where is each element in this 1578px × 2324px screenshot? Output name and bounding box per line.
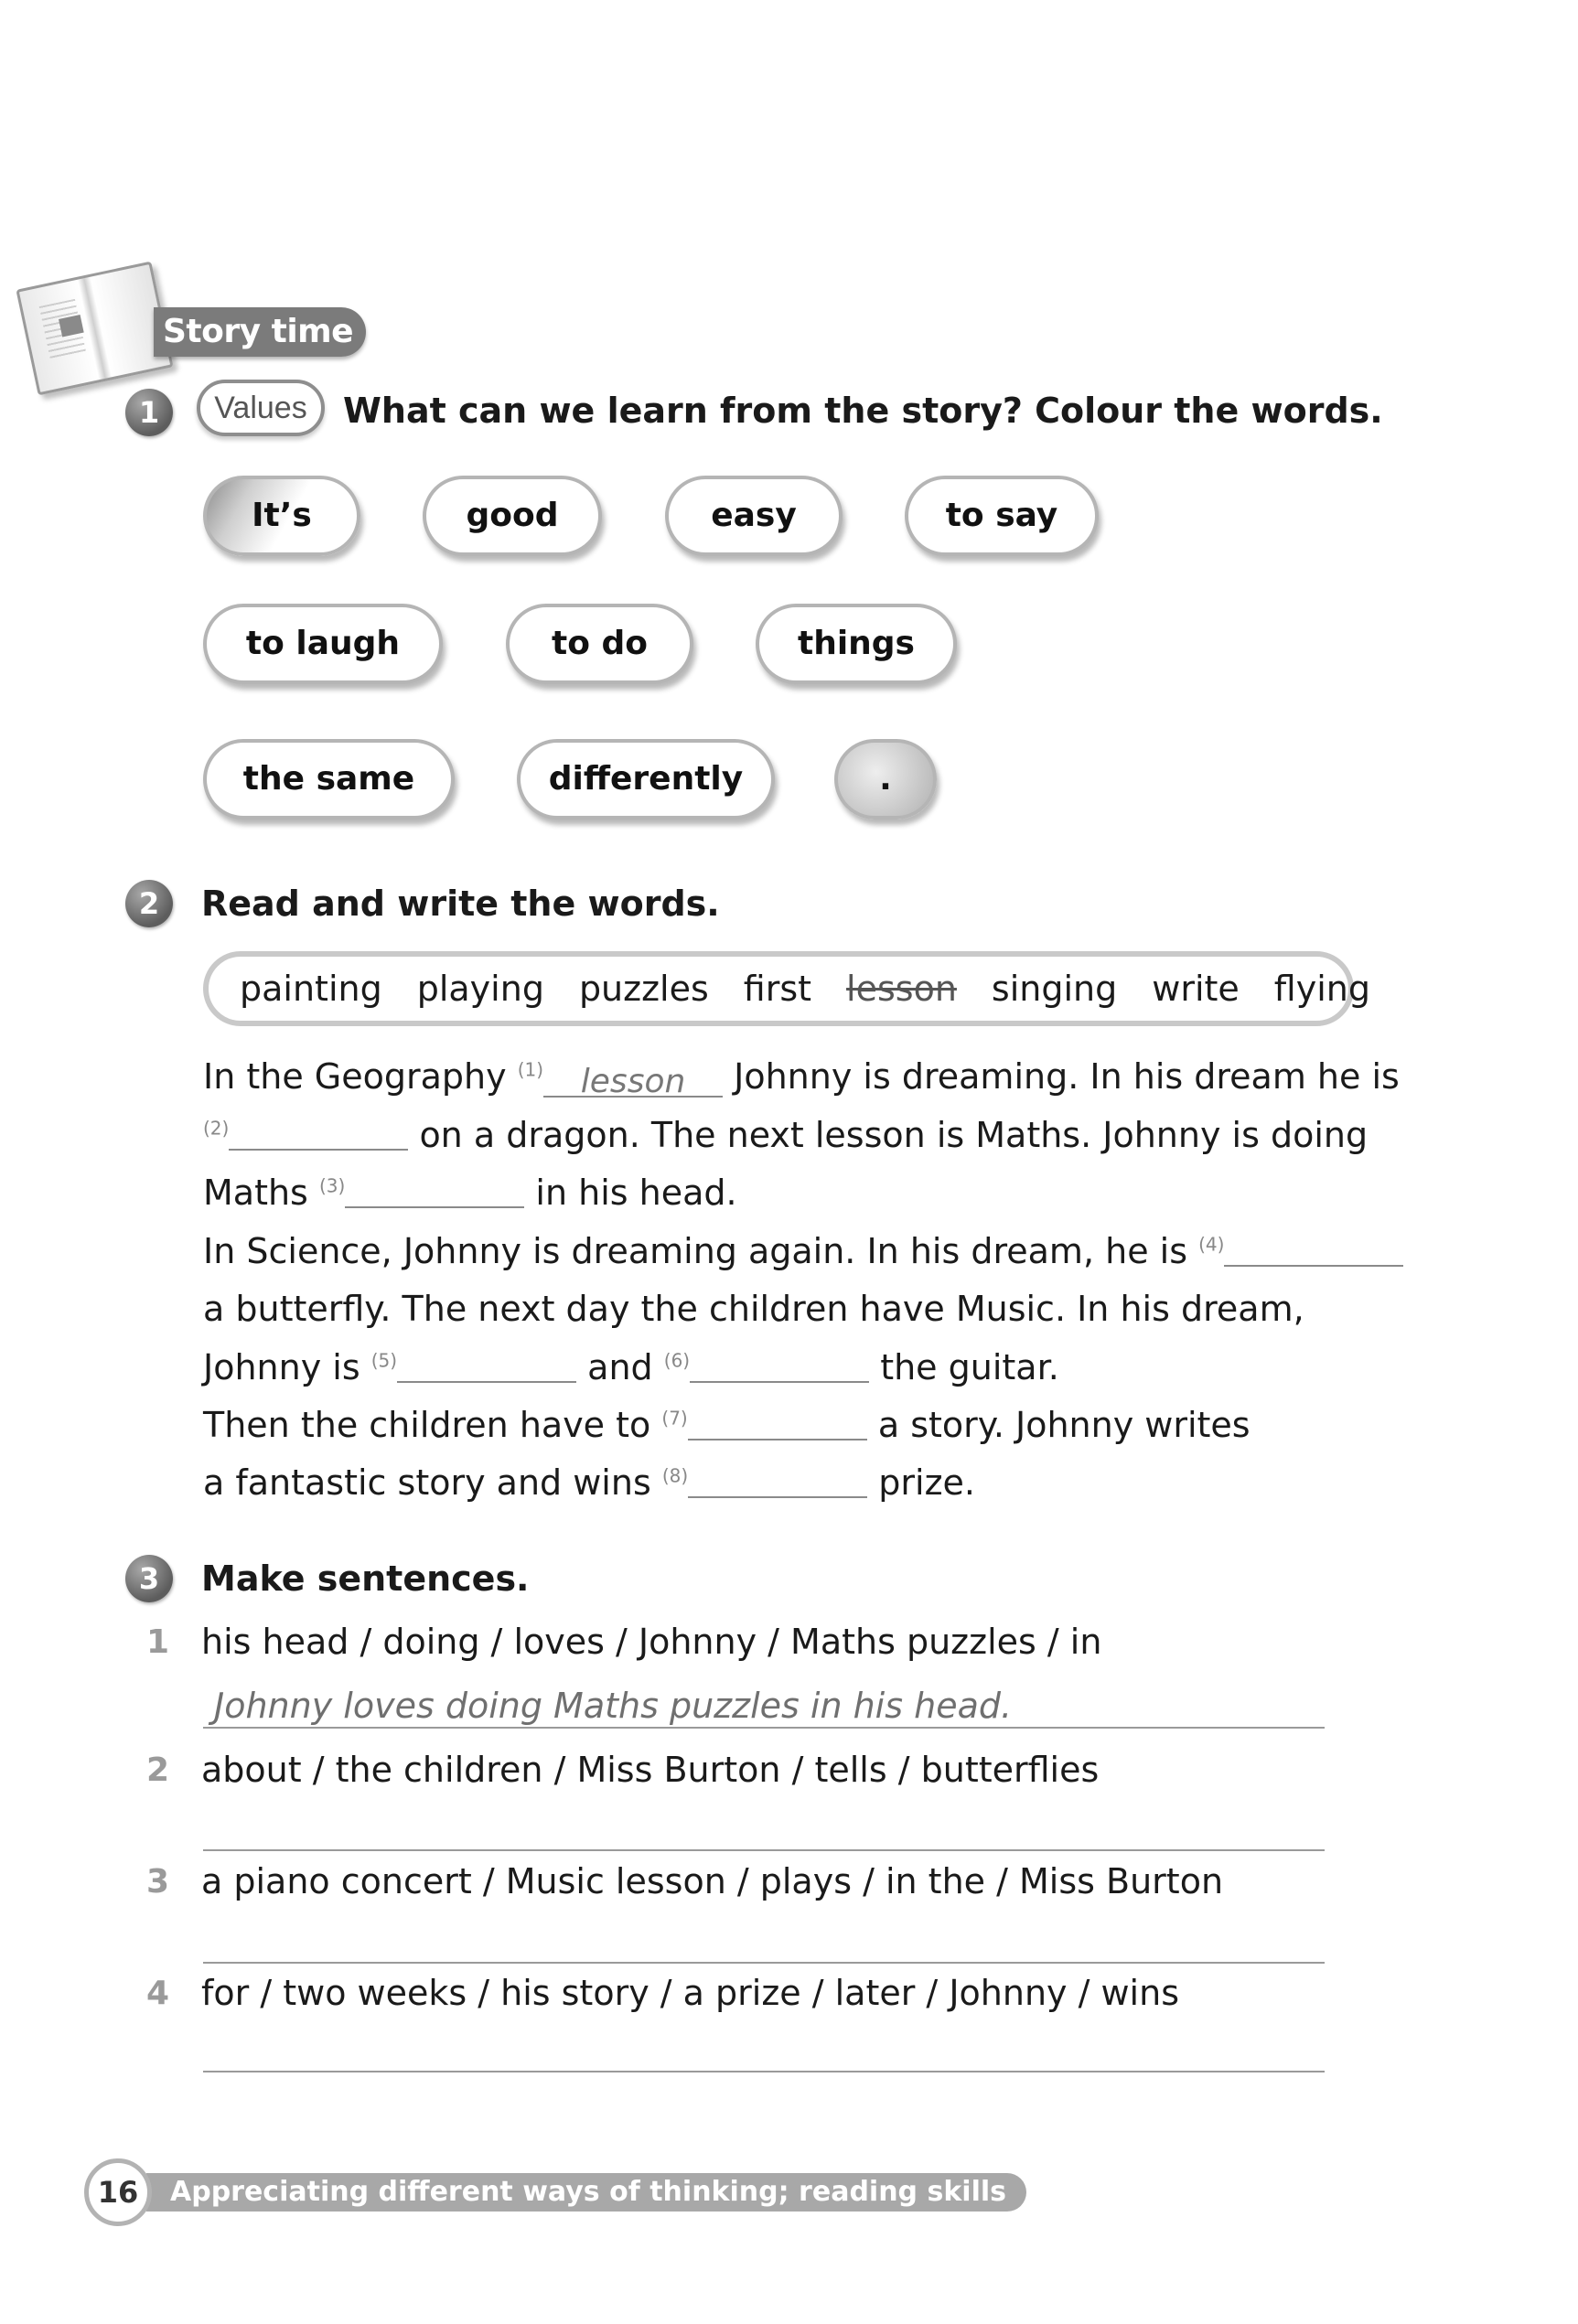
- story-time-badge: Story time: [154, 307, 366, 357]
- section-3-instruction: Make sentences.: [201, 1558, 530, 1599]
- gap-5-blank[interactable]: [397, 1354, 576, 1383]
- word-bank-item-used: lesson: [846, 969, 957, 1009]
- word-pill-good[interactable]: good: [423, 476, 602, 556]
- answer-line[interactable]: [203, 2071, 1325, 2072]
- gap-text-line: [203, 1056, 1400, 1100]
- word-pill-its[interactable]: It’s: [203, 476, 360, 556]
- values-label: Values: [197, 380, 325, 436]
- section-2-number: 2: [125, 880, 173, 927]
- sentence-answer-example: Johnny loves doing Maths puzzles in his head.: [214, 1686, 1013, 1726]
- gap-4-blank[interactable]: [1224, 1237, 1403, 1267]
- gap-number: (4): [1198, 1233, 1225, 1256]
- text: Johnny is dreaming. In his dream he is: [734, 1056, 1400, 1097]
- text: Then the children have to: [203, 1405, 651, 1445]
- item-number: 1: [146, 1623, 170, 1661]
- item-number: 2: [146, 1751, 170, 1789]
- gap-6-blank[interactable]: [690, 1354, 869, 1383]
- word-bank-item: flying: [1273, 969, 1370, 1009]
- section-2-instruction: Read and write the words.: [201, 884, 720, 924]
- text: on a dragon. The next lesson is Maths. Johnny is doing: [419, 1115, 1369, 1155]
- word-pill-things[interactable]: things: [756, 604, 957, 684]
- text: a butterfly. The next day the children have Music. In his dream,: [203, 1289, 1304, 1329]
- word-bank-item: singing: [991, 969, 1118, 1009]
- answer-line[interactable]: [203, 1849, 1325, 1851]
- text: in his head.: [535, 1173, 737, 1213]
- gap-text-line: [203, 1347, 1059, 1387]
- word-bank-item: first: [743, 969, 812, 1009]
- word-pill-to-laugh[interactable]: to laugh: [203, 604, 443, 684]
- word-pill-to-say[interactable]: to say: [905, 476, 1099, 556]
- gap-2-blank[interactable]: [229, 1121, 408, 1151]
- word-bank-item: write: [1152, 969, 1240, 1009]
- word-pill-easy[interactable]: easy: [665, 476, 843, 556]
- word-pill-the-same[interactable]: the same: [203, 739, 455, 819]
- text: Johnny is: [203, 1347, 360, 1387]
- item-number: 4: [146, 1975, 170, 2012]
- text: a story. Johnny writes: [877, 1405, 1251, 1445]
- sentence-prompt: for / two weeks / his story / a prize / later / Johnny / wins: [201, 1973, 1179, 2013]
- gap-number: (5): [370, 1349, 398, 1372]
- gap-text-line: [203, 1115, 1369, 1155]
- gap-number: (3): [318, 1174, 346, 1197]
- gap-number: (2): [203, 1117, 230, 1140]
- gap-number: (8): [661, 1464, 689, 1487]
- footer-caption: Appreciating different ways of thinking; reading skills: [146, 2173, 1026, 2212]
- section-1-number: 1: [125, 389, 173, 436]
- gap-7-blank[interactable]: [688, 1411, 867, 1440]
- gap-3-blank[interactable]: [345, 1179, 524, 1208]
- text: and: [587, 1347, 653, 1387]
- answer-line[interactable]: [203, 1727, 1325, 1729]
- word-pill-to-do[interactable]: to do: [506, 604, 693, 684]
- word-pill-full-stop[interactable]: .: [834, 739, 937, 819]
- gap-text-line: [203, 1289, 1304, 1329]
- text: prize.: [878, 1462, 976, 1503]
- sentence-prompt: his head / doing / loves / Johnny / Maths puzzles / in: [201, 1622, 1102, 1662]
- text: a fantastic story and wins: [203, 1462, 651, 1503]
- gap-text-line: [203, 1231, 1403, 1271]
- word-bank-item: playing: [416, 969, 544, 1009]
- answer-line[interactable]: [203, 1962, 1325, 1964]
- page-number: 16: [84, 2158, 152, 2226]
- gap-text-line: [203, 1462, 976, 1503]
- text: the guitar.: [880, 1347, 1059, 1387]
- gap-text-line: [203, 1405, 1251, 1445]
- word-bank-item: puzzles: [578, 969, 709, 1009]
- text: Maths: [203, 1173, 308, 1213]
- gap-text-line: [203, 1173, 737, 1213]
- gap-8-blank[interactable]: [688, 1469, 867, 1498]
- gap-number: (1): [517, 1058, 544, 1081]
- text: In Science, Johnny is dreaming again. In his dream, he is: [203, 1231, 1188, 1271]
- item-number: 3: [146, 1863, 170, 1901]
- text: In the Geography: [203, 1056, 507, 1097]
- word-pill-differently[interactable]: differently: [517, 739, 775, 819]
- section-3-number: 3: [125, 1555, 173, 1602]
- gap-number: (6): [663, 1349, 691, 1372]
- gap-1-answer[interactable]: lesson: [543, 1068, 723, 1098]
- sentence-prompt: a piano concert / Music lesson / plays / in the / Miss Burton: [201, 1861, 1224, 1901]
- section-1-instruction: What can we learn from the story? Colour the words.: [343, 391, 1383, 431]
- sentence-prompt: about / the children / Miss Burton / tells / butterflies: [201, 1750, 1100, 1790]
- word-bank-item: painting: [240, 969, 382, 1009]
- gap-number: (7): [661, 1407, 688, 1430]
- story-book-icon: [16, 262, 173, 396]
- word-bank: [203, 951, 1370, 1026]
